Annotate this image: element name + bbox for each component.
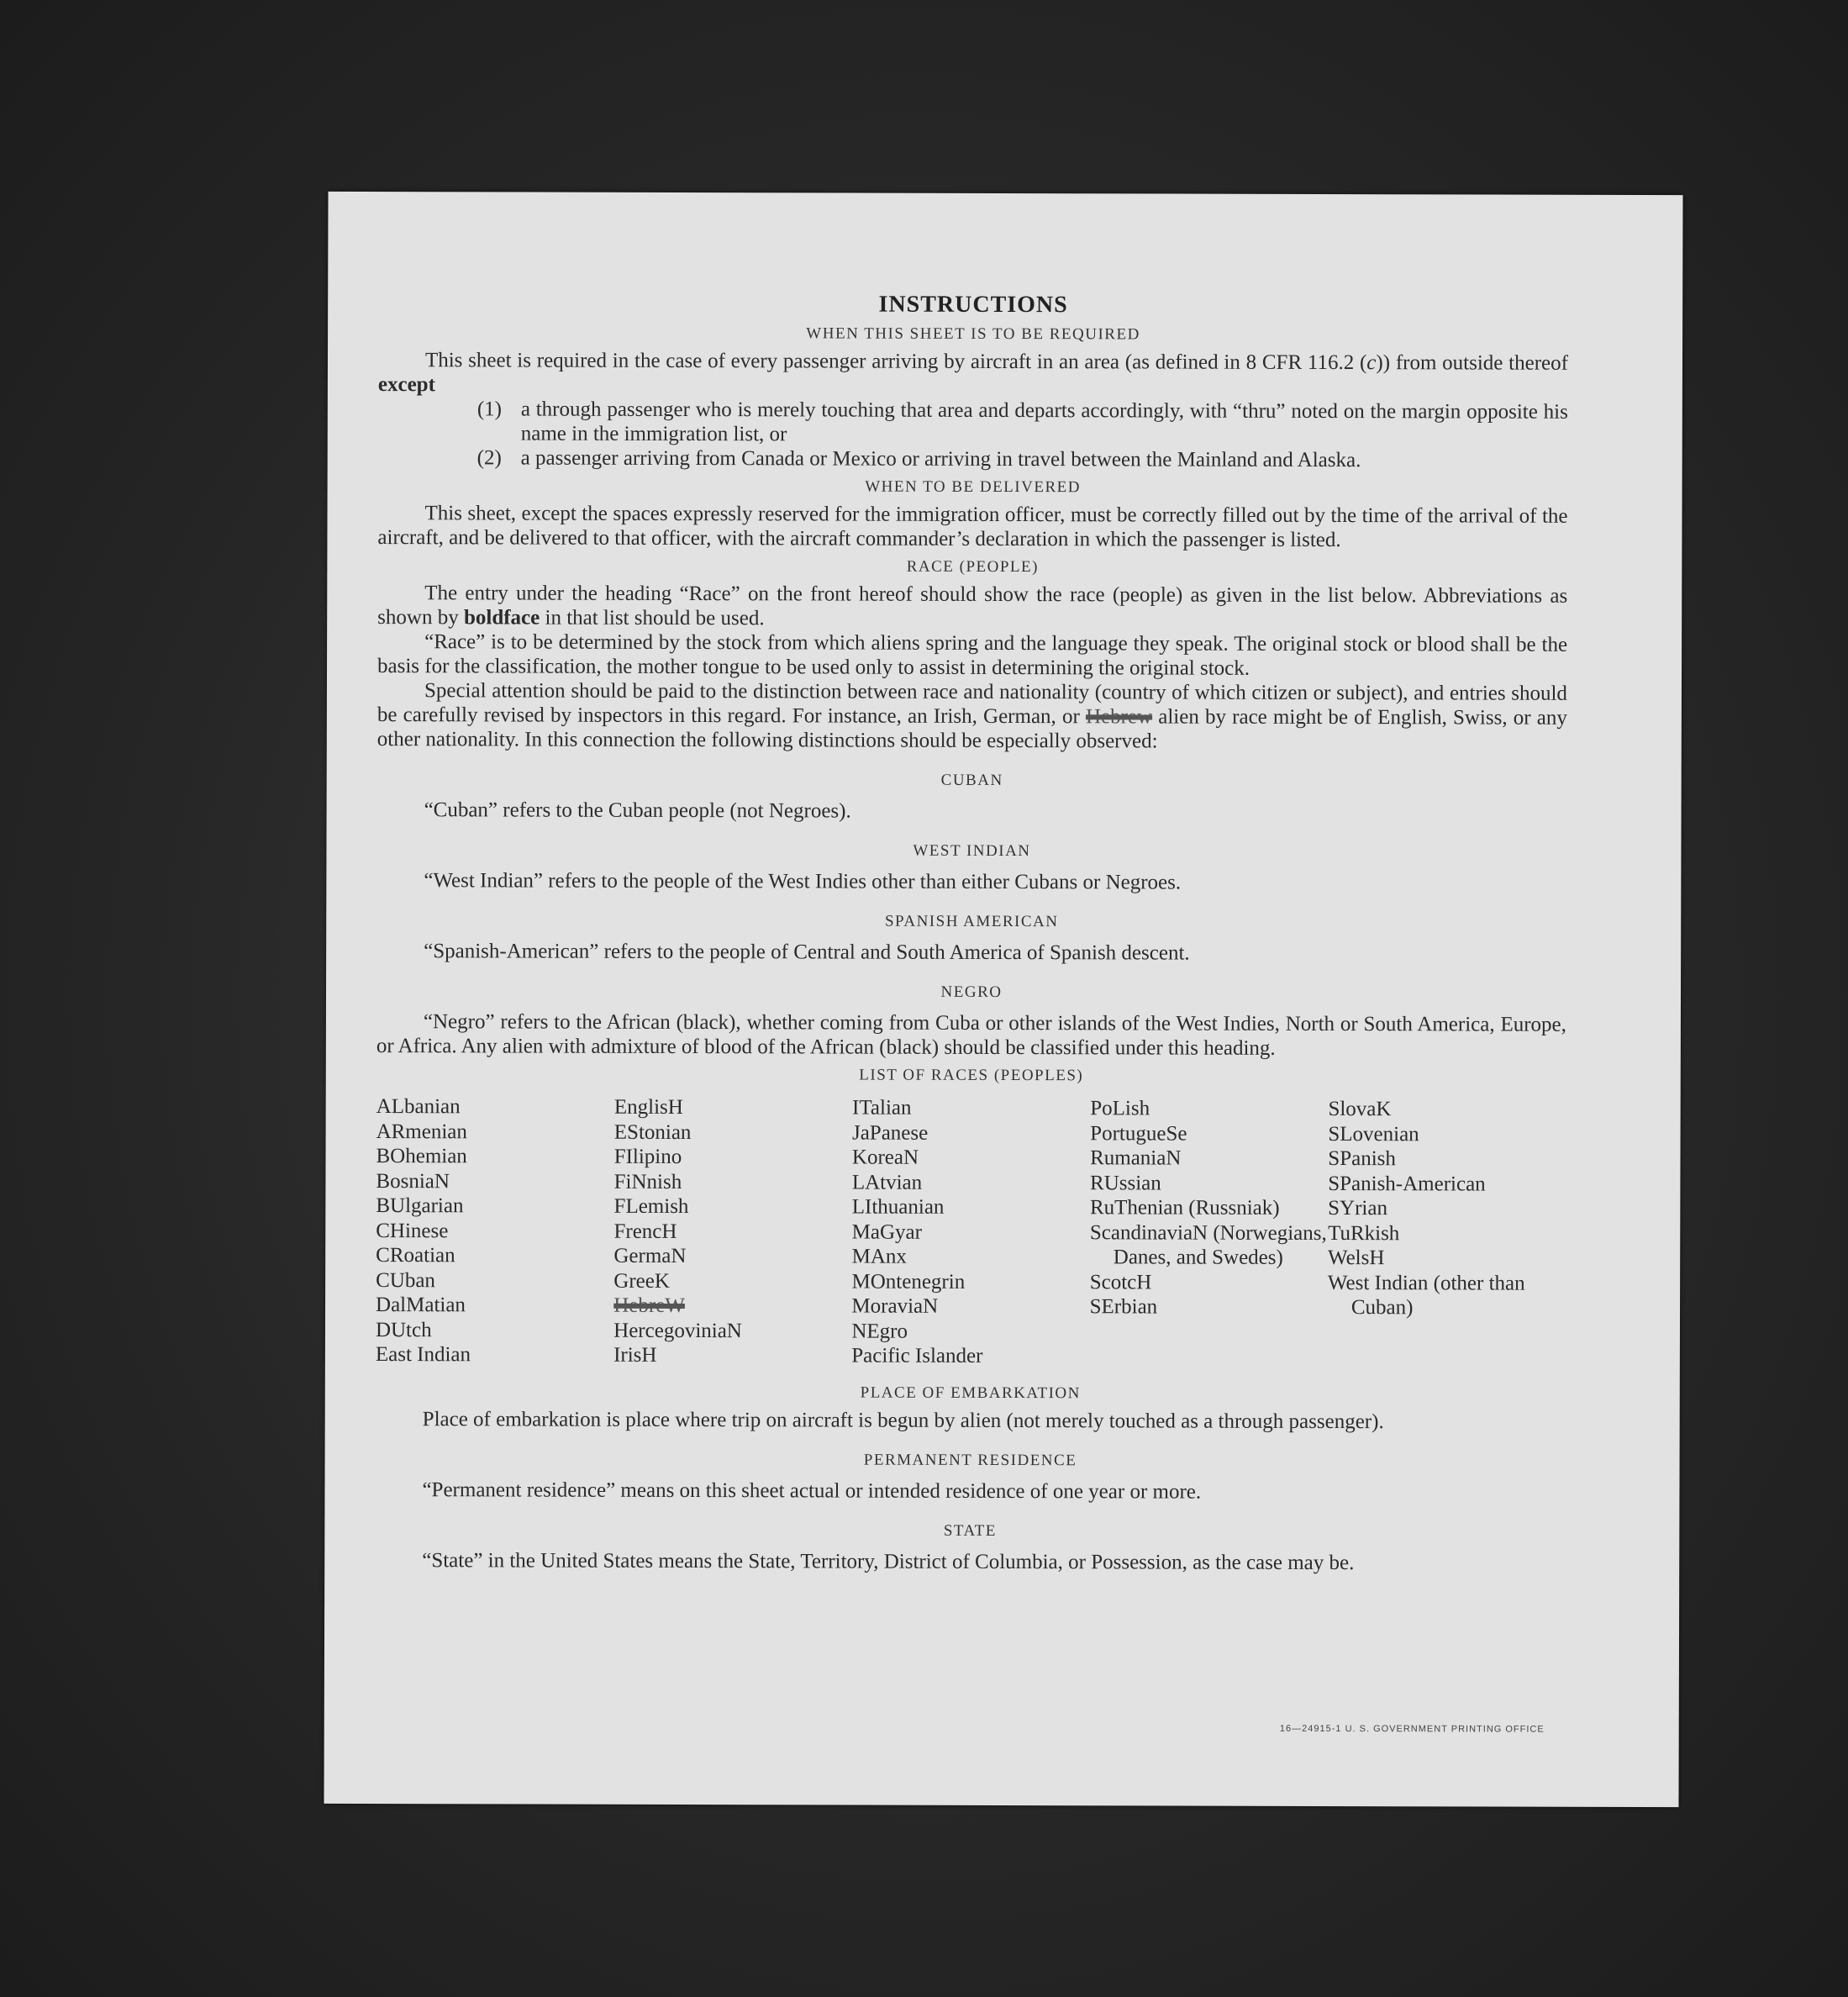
heading-west-indian: WEST INDIAN [913, 841, 1031, 861]
race-item: ITalian [852, 1096, 912, 1120]
heading-race: RACE (PEOPLE) [906, 557, 1039, 577]
races-column-5 [1328, 1097, 1566, 1370]
printer-imprint: 16—24915-1 U. S. GOVERNMENT PRINTING OFFICE [1279, 1723, 1545, 1735]
race-item: GermaN [613, 1244, 687, 1268]
race-p1-bold: boldface [463, 606, 540, 630]
race-item: EStonian [613, 1120, 692, 1144]
race-p3-pre: Special attention should be paid to the distinction between race and nationality (country of which citizen or subject), and entries should be carefully revised by inspectors in this regard. For instance, an Irish, German, or [376, 679, 1567, 729]
embarkation-text: Place of embarkation is place where trip on aircraft is begun by alien (not merely touched as a through passenger). [422, 1407, 1384, 1433]
sheet-content [375, 291, 1568, 1575]
required-intro-c: c [1366, 351, 1377, 375]
races-column-2 [613, 1095, 852, 1368]
race-item: MAnx [851, 1245, 907, 1268]
race-item: LIthuanian [851, 1195, 945, 1219]
races-column-4 [1089, 1096, 1328, 1369]
residence-text: “Permanent residence” means on this sheet actual or intended residence of one year or more. [422, 1478, 1202, 1504]
races-column-1 [376, 1094, 614, 1367]
race-item: DalMatian [376, 1294, 466, 1317]
race-item: SlovaK [1328, 1098, 1392, 1121]
race-p3-post: alien by race might be of English, Swiss, or any other nationality. In this connection the following distinctions should be especially observed: [376, 705, 1567, 753]
race-item: ALbanian [376, 1095, 461, 1119]
required-item-2-num: (2) [476, 446, 502, 470]
race-item: DUtch [375, 1318, 432, 1341]
heading-state: STATE [943, 1521, 997, 1540]
race-item: LAtvian [851, 1171, 923, 1194]
required-intro-text: This sheet is required in the case of every passenger arriving by aircraft in an area (as defined in 8 CFR 116.2 ( [424, 349, 1367, 375]
required-item-2-text: a passenger arriving from Canada or Mexico or arriving in travel between the Mainland and Alaska. [520, 446, 1361, 472]
race-item: ScotcH [1089, 1270, 1152, 1294]
race-item: RUssian [1090, 1171, 1161, 1194]
heading-residence: PERMANENT RESIDENCE [863, 1451, 1077, 1469]
heading-delivered: WHEN TO BE DELIVERED [865, 477, 1081, 497]
race-item: GreeK [613, 1269, 671, 1293]
race-item: PortugueSe [1090, 1121, 1187, 1146]
race-item: MaGyar [851, 1220, 923, 1244]
race-item: KoreaN [851, 1146, 919, 1169]
state-text: “State” in the United States means the State, Territory, District of Columbia, or Possession, as the case may be. [422, 1548, 1355, 1574]
race-item: CHinese [376, 1219, 449, 1242]
race-item: MoraviaN [851, 1294, 939, 1318]
required-item-1 [378, 397, 1568, 449]
instruction-sheet [324, 192, 1682, 1807]
required-intro [378, 348, 1568, 400]
race-item: FIlipino [613, 1145, 682, 1168]
heading-spanish-american: SPANISH AMERICAN [884, 912, 1059, 931]
heading-required: WHEN THIS SHEET IS TO BE REQUIRED [806, 324, 1140, 344]
race-p1-pre: The entry under the heading “Race” on the front hereof should show the race (people) as given in the list below. Abbreviations as shown by [377, 582, 1568, 630]
race-item: IrisH [613, 1343, 657, 1367]
race-item: BOhemian [376, 1145, 467, 1168]
race-item: EnglisH [613, 1095, 683, 1120]
race-item: HercegoviniaN [613, 1319, 742, 1342]
race-item: SPanish [1328, 1147, 1396, 1171]
required-intro-post: )) from outside thereof [1376, 351, 1569, 375]
race-paragraph-2: “Race” is to be determined by the stock from which aliens spring and the language they speak. The original stock or blood shall be the basis for the classification, the mother tongue to be used only to assist in determining the original stock. [377, 630, 1568, 680]
race-item: SErbian [1089, 1295, 1158, 1319]
race-p1-post: in that list should be used. [540, 606, 765, 630]
negro-text: “Negro” refers to the African (black), whether coming from Cuba or other islands of the West Indies, North or South America, Europe, or Africa. Any alien with admixture of blood of the African (black) should be classified under this heading. [376, 1010, 1566, 1060]
required-item-1-text: a through passenger who is merely touching that area and departs accordingly, with “thru” noted on the margin opposite his name in the immigration list, or [520, 398, 1568, 446]
race-item: FiNnish [613, 1170, 682, 1193]
race-item: BosniaN [376, 1169, 450, 1193]
race-item: CRoatian [376, 1244, 455, 1267]
race-item: WelsH [1327, 1246, 1385, 1270]
race-item: West Indian (other than Cuban) [1327, 1271, 1525, 1320]
required-intro-except: except [377, 373, 435, 397]
race-item: SPanish-American [1328, 1172, 1486, 1196]
race-item: SYrian [1328, 1197, 1388, 1220]
race-item: RumaniaN [1090, 1146, 1182, 1170]
race-item: BUlgarian [376, 1194, 464, 1218]
race-item: SLovenian [1328, 1122, 1419, 1146]
heading-negro: NEGRO [940, 983, 1003, 1001]
race-p3-struck-word: Hebrew [1085, 705, 1153, 729]
race-item: FLemish [613, 1194, 689, 1219]
heading-cuban: CUBAN [940, 771, 1003, 789]
race-item: RuThenian (Russniak) [1089, 1196, 1280, 1220]
race-item: CUban [376, 1268, 435, 1292]
required-item-1-num: (1) [476, 398, 503, 421]
race-item: PoLish [1090, 1097, 1150, 1120]
race-item-struck: HebreW [613, 1294, 685, 1318]
heading-embarkation: PLACE OF EMBARKATION [860, 1383, 1081, 1402]
race-item: FrencH [613, 1220, 677, 1243]
race-item: East Indian [375, 1343, 471, 1367]
race-paragraph-1 [377, 581, 1567, 633]
race-item: NEgro [851, 1320, 908, 1343]
west-indian-text: “West Indian” refers to the people of the West Indies other than either Cubans or Negroes. [424, 869, 1182, 894]
races-column-3 [851, 1096, 1090, 1369]
page-title: INSTRUCTIONS [878, 291, 1068, 319]
race-item: ScandinaviaN (Norwegians, Danes, and Swedes) [1089, 1220, 1327, 1269]
races-list [376, 1094, 1566, 1370]
required-item-2 [378, 445, 1568, 473]
heading-races-list: LIST OF RACES (PEOPLES) [859, 1066, 1084, 1085]
race-item: MOntenegrin [851, 1270, 966, 1294]
race-item: ARmenian [376, 1120, 467, 1143]
race-item: TuRkish [1328, 1221, 1400, 1245]
spanish-american-text: “Spanish-American” refers to the people of Central and South America of Spanish descent. [424, 940, 1190, 965]
race-item: JaPanese [851, 1121, 929, 1145]
delivered-text: This sheet, except the spaces expressly reserved for the immigration officer, must be correctly filled out by the time of the arrival of the aircraft, and be delivered to that officer, with the aircraft commander’s declaration in which the passenger is listed. [377, 502, 1568, 552]
race-item: Pacific Islander [851, 1344, 983, 1367]
cuban-text: “Cuban” refers to the Cuban people (not Negroes). [424, 798, 851, 823]
race-paragraph-3 [377, 678, 1567, 755]
